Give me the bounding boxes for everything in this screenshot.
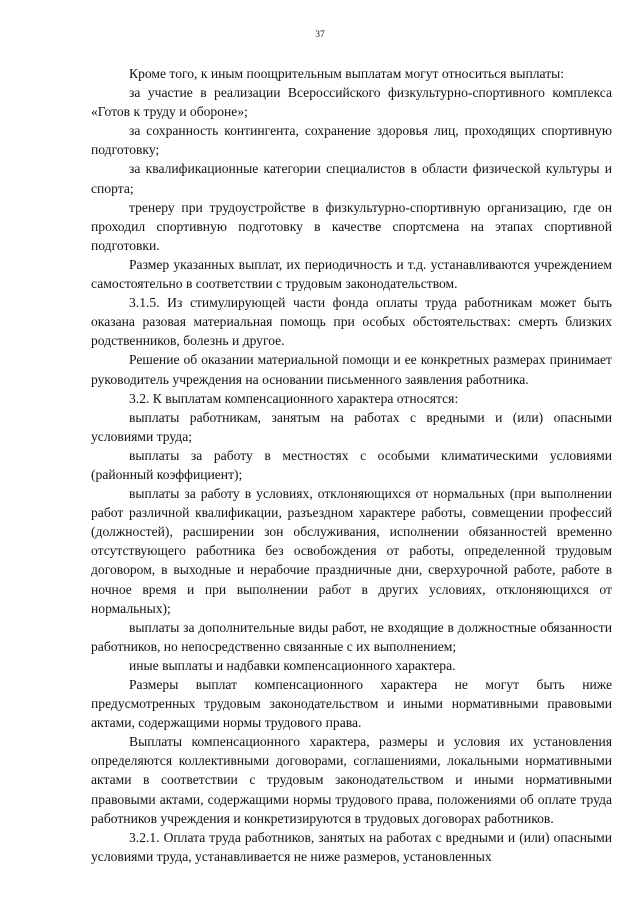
paragraph: 3.1.5. Из стимулирующей части фонда оплаты труда работникам может быть оказана разовая материальная помощь при особых обстоятельствах: смерть близких родственников, болезнь и другое.: [91, 295, 612, 349]
paragraph: выплаты за работу в местностях с особыми климатическими условиями (районный коэффициент);: [91, 447, 612, 482]
paragraph: выплаты за дополнительные виды работ, не входящие в должностные обязанности работников, но непосредственно связанные с их выполнением;: [91, 619, 612, 654]
paragraph: Размер указанных выплат, их периодичность и т.д. устанавливаются учреждением самостоятельно в соответствии с трудовым законодательством.: [91, 256, 612, 292]
paragraph: иные выплаты и надбавки компенсационного характера.: [129, 657, 456, 673]
paragraph: выплаты за работу в условиях, отклоняющихся от нормальных (при выполнении работ различной квалификации, разъездном характере работы, совмещении профессий (должностей), расширении зон обслуживания, исполнении обязанностей временно отсутствующего работника без освобождения от работы, определенной трудовым договором, в выходные и нерабочие праздничные дни, сверхурочной работе, работе в ночное время и при выполнении работ в других условиях, отклоняющихся от нормальных);: [91, 486, 612, 616]
paragraph: выплаты работникам, занятым на работах с вредными и (или) опасными условиями труда;: [91, 409, 612, 444]
paragraph: за сохранность контингента, сохранение здоровья лиц, проходящих спортивную подготовку;: [91, 123, 612, 158]
paragraph: 3.2. К выплатам компенсационного характера относятся:: [129, 390, 459, 406]
paragraph: за квалификационные категории специалистов в области физической культуры и спорта;: [91, 161, 612, 196]
paragraph: за участие в реализации Всероссийского физкультурно-спортивного комплекса «Готов к труду и обороне»;: [91, 85, 612, 120]
body-text: [91, 64, 612, 866]
paragraph: 3.2.1. Оплата труда работников, занятых на работах с вредными и (или) опасными условиями труда, устанавливается не ниже размеров, установленных: [91, 829, 612, 864]
paragraph: Кроме того, к иным поощрительным выплатам могут относиться выплаты:: [129, 66, 565, 81]
paragraph: Решение об оказании материальной помощи и ее конкретных размерах принимает руководитель учреждения на основании письменного заявления работника.: [91, 352, 612, 387]
paragraph: тренеру при трудоустройстве в физкультурно-спортивную организацию, где он проходил спортивную подготовку в качестве спортсмена на этапах спортивной подготовки.: [91, 199, 612, 253]
page-number: 37: [315, 30, 325, 40]
paragraph: Выплаты компенсационного характера, размеры и условия их установления определяются коллективными договорами, соглашениями, локальными нормативными актами в соответствии с трудовым законодательством и иными нормативными правовыми актами, содержащими нормы трудового права, положениями об оплате труда работников учреждения и конкретизируются в трудовых договорах работников.: [91, 734, 612, 826]
paragraph: Размеры выплат компенсационного характера не могут быть ниже предусмотренных трудовым законодательством и иными нормативными правовыми актами, содержащими нормы трудового права.: [91, 677, 612, 731]
